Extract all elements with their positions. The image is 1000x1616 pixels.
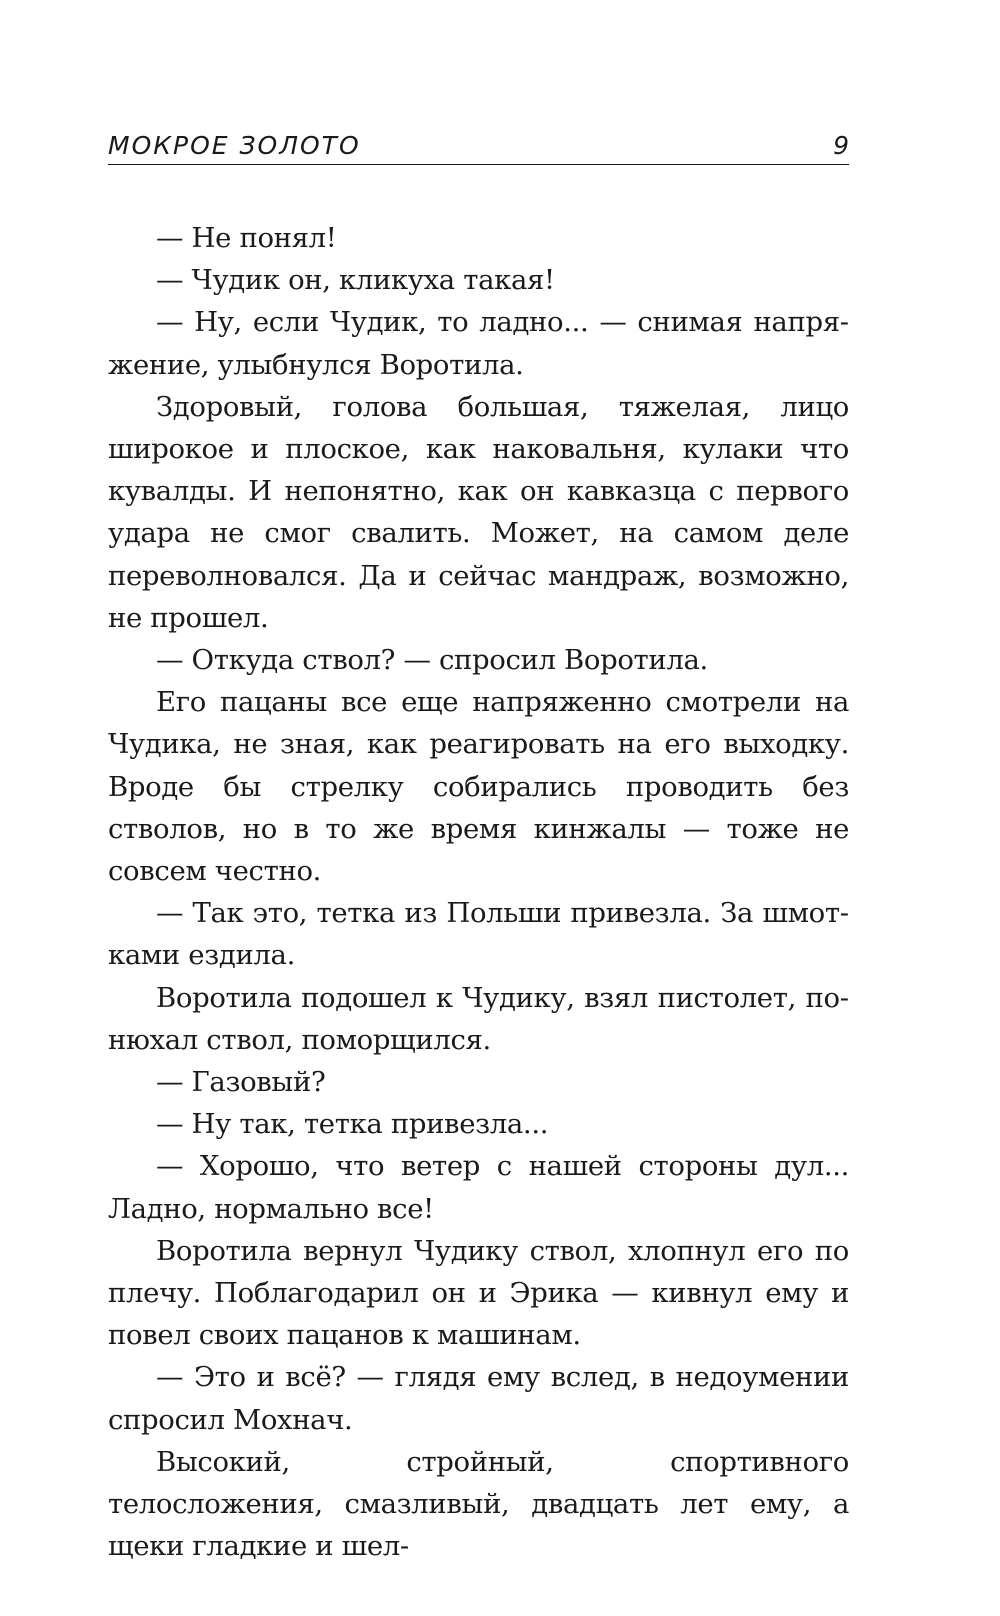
running-header (108, 128, 849, 165)
paragraph: Воротила подошел к Чудику, взял пистолет, понюхал ствол, поморщился. (108, 981, 849, 1056)
paragraph: — Газовый? (156, 1066, 326, 1099)
paragraph: Воротила вернул Чудику ствол, хлопнул его по плечу. Поблагодарил он и Эрика — кивнул ему и повел своих пацанов к машинам. (108, 1234, 849, 1352)
paragraph: — Чудик он, кликуха такая! (156, 264, 555, 297)
paragraph: — Ну, если Чудик, то ладно... — снимая напряжение, улыбнулся Воротила. (108, 306, 849, 381)
book-title: МОКРОЕ ЗОЛОТО (108, 131, 361, 160)
paragraph: — Откуда ствол? — спросил Воротила. (156, 644, 708, 677)
paragraph: — Хорошо, что ветер с нашей стороны дул... Ладно, нормально все! (108, 1150, 849, 1225)
body-text (108, 217, 849, 1568)
paragraph: — Не понял! (156, 222, 337, 254)
page-number: 9 (833, 131, 849, 160)
paragraph: — Ну так, тетка привезла... (156, 1108, 549, 1141)
paragraph: Высокий, стройный, спортивного телосложения, смазливый, двадцать лет ему, а щеки гладкие и шел- (108, 1445, 849, 1563)
paragraph: — Так это, тетка из Польши привезла. За шмотками ездила. (108, 897, 849, 972)
paragraph: Здоровый, голова большая, тяжелая, лицо широкое и плоское, как наковальня, кулаки что кувалды. И непонятно, как он кавказца с первого удара не смог свалить. Может, на самом деле переволновался. Да и сейчас мандраж, возможно, не прошел. (108, 390, 849, 634)
paragraph: Его пацаны все еще напряженно смотрели на Чудика, не зная, как реагировать на его выходку. Вроде бы стрелку собирались проводить без стволов, но в то же время кинжалы — тоже не совсем честно. (108, 686, 849, 888)
paragraph: — Это и всё? — глядя ему вслед, в недоумении спросил Мохнач. (108, 1361, 849, 1436)
